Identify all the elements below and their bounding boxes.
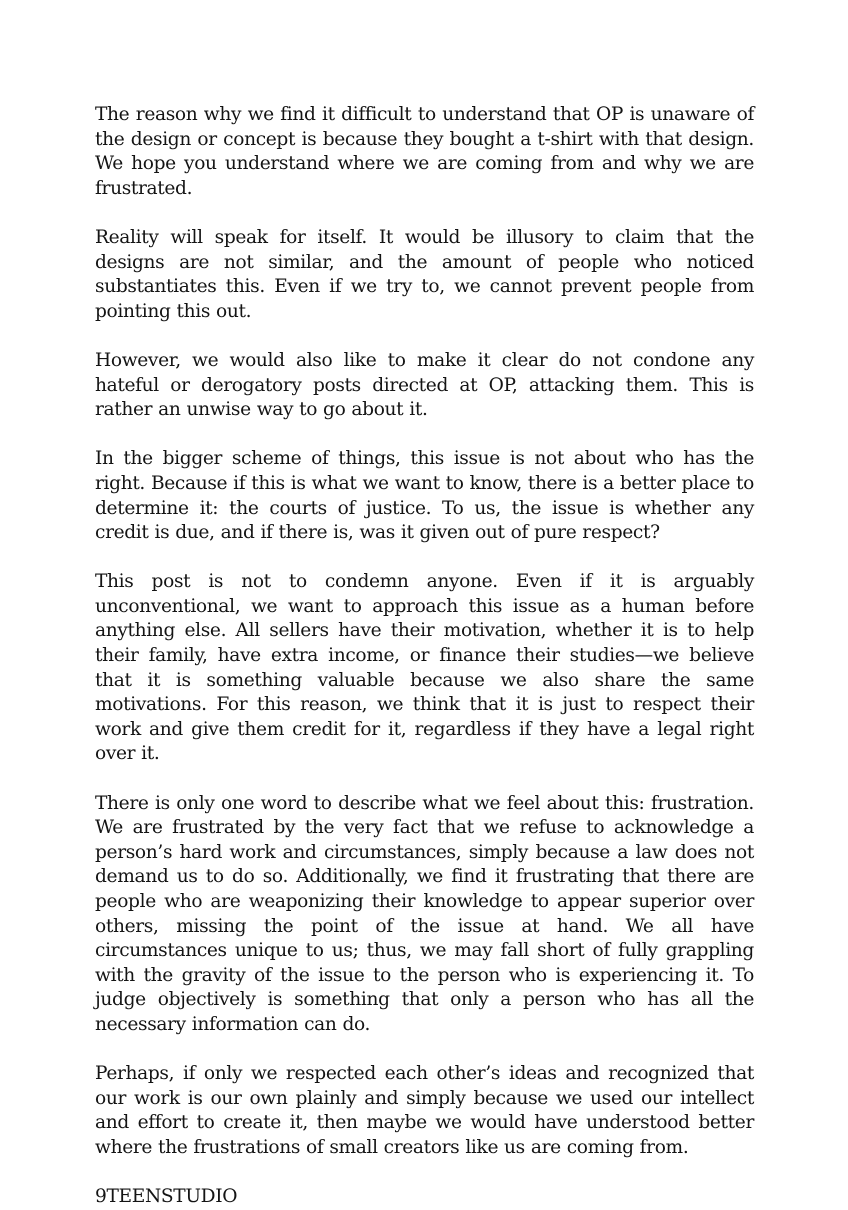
paragraph-7: Perhaps, if only we respected each other’s ideas and recognized that our work is our own plainly and simply because we used our intellect and effort to create it, then maybe we would have understood better where the frustrations of small creators like us are coming from. [95,1063,754,1158]
paragraph-6: There is only one word to describe what we feel about this: frustration. We are frustrated by the very fact that we refuse to acknowledge a person’s hard work and circumstances, simply because a law does not demand us to do so. Additionally, we find it frustrating that there are people who are weaponizing their knowledge to appear superior over others, missing the point of the issue at hand. We all have circumstances unique to us; thus, we may fall short of fully grappling with the gravity of the issue to the person who is experiencing it. To judge objectively is something that only a person who has all the necessary information can do. [95,792,754,1035]
paragraph-3: However, we would also like to make it clear do not condone any hateful or derogatory posts directed at OP, attacking them. This is rather an unwise way to go about it. [95,349,754,421]
paragraph-1: The reason why we find it difficult to understand that OP is unaware of the design or concept is because they bought a t-shirt with that design. We hope you understand where we are coming from and why we are frustrated. [95,104,754,199]
paragraph-4: In the bigger scheme of things, this issue is not about who has the right. Because if this is what we want to know, there is a better place to determine it: the courts of justice. To us, the issue is whether any credit is due, and if there is, was it given out of pure respect? [95,448,755,544]
paragraph-5: This post is not to condemn anyone. Even if it is arguably unconventional, we want to approach this issue as a human before anything else. All sellers have their motivation, whether it is to help their family, have extra income, or finance their studies—we believe that it is something valuable because we also share the same motivations. For this reason, we think that it is just to respect their work and give them credit for it, regardless if they have a legal right over it. [95,571,754,765]
signature: 9TEENSTUDIO [95,1186,238,1208]
document-page [95,103,754,1210]
paragraph-2: Reality will speak for itself. It would be illusory to claim that the designs are not similar, and the amount of people who noticed substantiates this. Even if we try to, we cannot prevent people from pointing this out. [95,226,754,322]
